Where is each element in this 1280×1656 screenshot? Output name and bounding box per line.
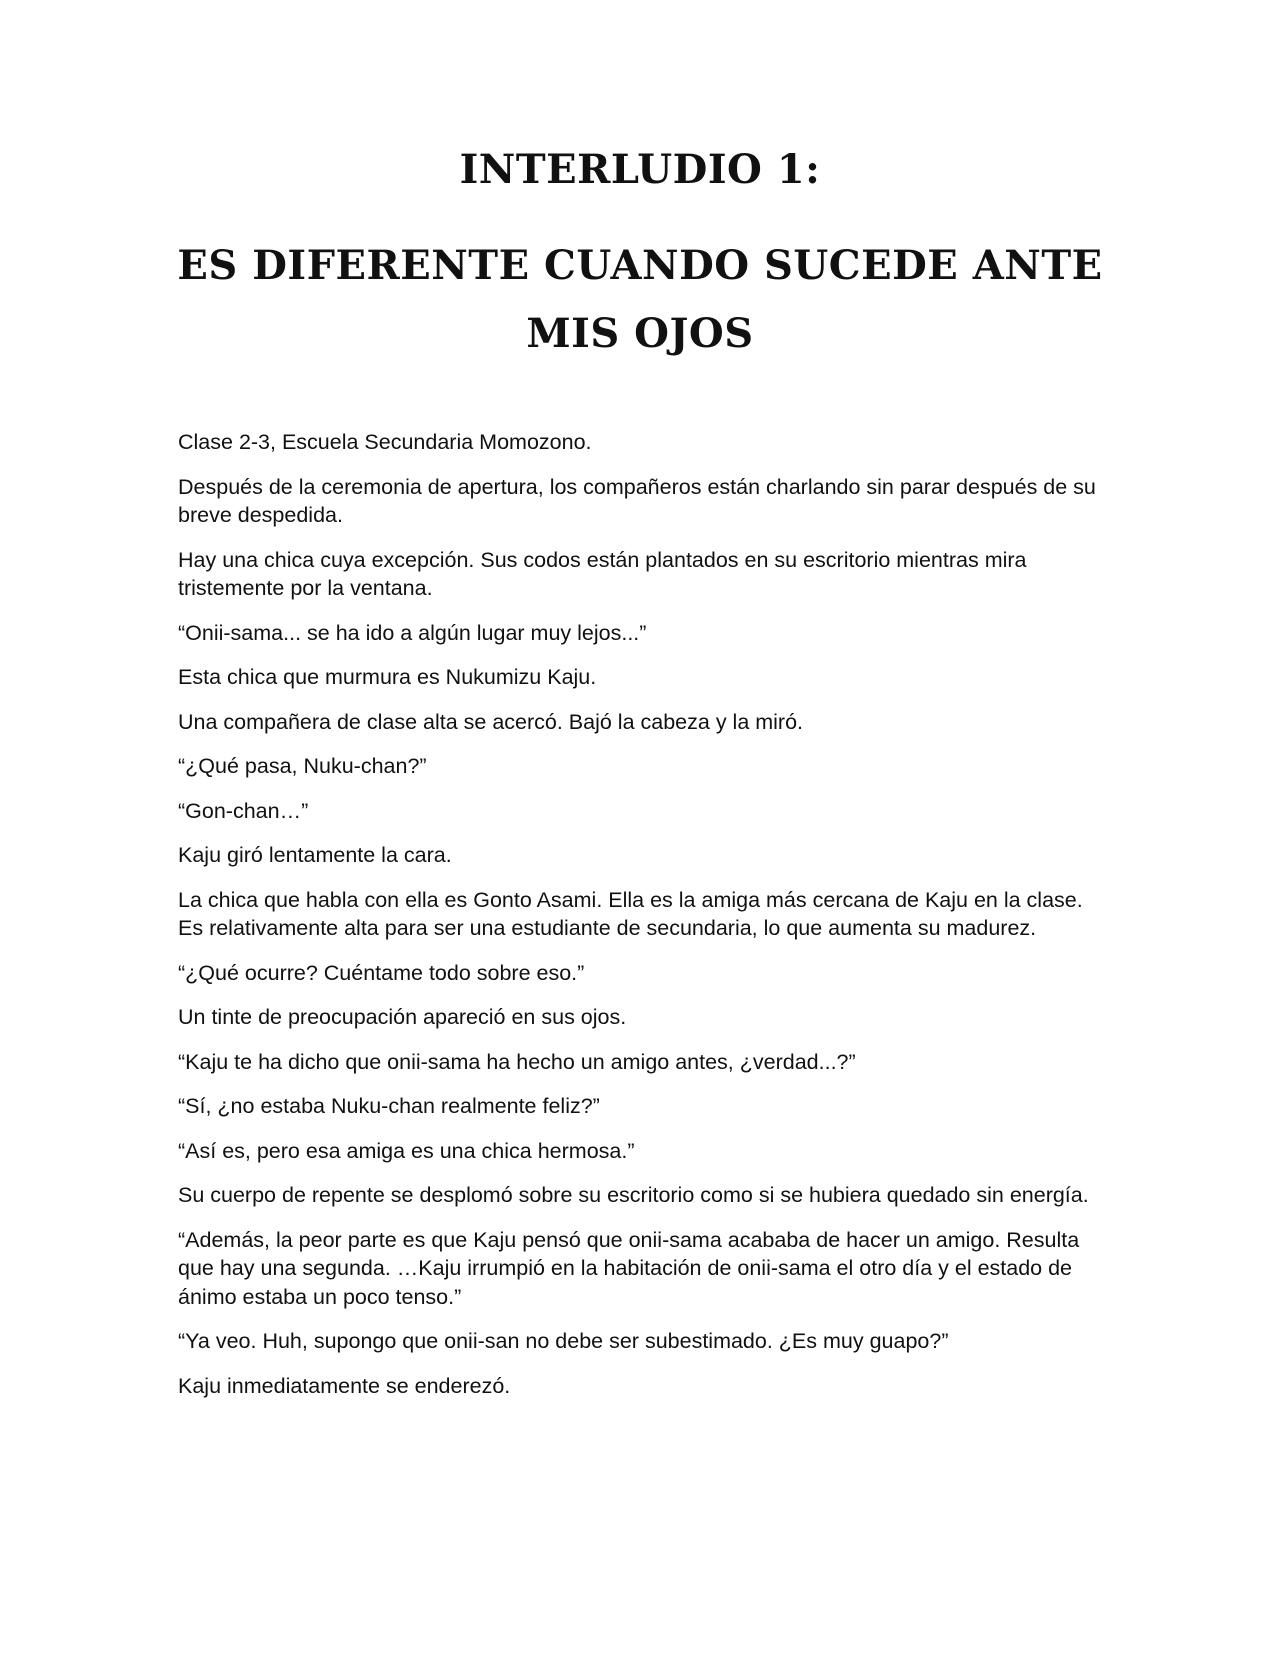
paragraph: “Además, la peor parte es que Kaju pensó que onii-sama acababa de hacer un amigo. Resulta que hay una segunda. …Kaju irrumpió en la habitación de onii-sama el otro día y el estado de ánimo estaba un poco tenso.”: [178, 1227, 1080, 1309]
paragraph: “¿Qué pasa, Nuku-chan?”: [178, 754, 427, 778]
chapter-title: [0, 146, 1280, 368]
paragraph: Una compañera de clase alta se acercó. Bajó la cabeza y la miró.: [178, 709, 804, 734]
chapter-number: INTERLUDIO 1:: [459, 146, 821, 193]
paragraph: “Kaju te ha dicho que onii-sama ha hecho un amigo antes, ¿verdad...?”: [178, 1049, 856, 1074]
paragraph: “Onii-sama... se ha ido a algún lugar muy lejos...”: [178, 620, 647, 645]
paragraph: “Gon-chan…”: [178, 798, 309, 823]
paragraph: Esta chica que murmura es Nukumizu Kaju.: [178, 665, 597, 689]
paragraph: Clase 2-3, Escuela Secundaria Momozono.: [178, 430, 592, 454]
paragraph: “Sí, ¿no estaba Nuku-chan realmente feliz?”: [178, 1094, 600, 1118]
paragraph: La chica que habla con ella es Gonto Asami. Ella es la amiga más cercana de Kaju en la clase. Es relativamente alta para ser una estudiante de secundaria, lo que aumenta su madurez.: [178, 887, 1083, 940]
paragraph: Kaju giró lentamente la cara.: [178, 843, 452, 867]
paragraph: Un tinte de preocupación apareció en sus ojos.: [178, 1005, 627, 1029]
paragraph: “Así es, pero esa amiga es una chica hermosa.”: [178, 1138, 635, 1163]
chapter-body: [178, 428, 1108, 1416]
paragraph: Hay una chica cuya excepción. Sus codos están plantados en su escritorio mientras mira tristemente por la ventana.: [178, 547, 1027, 600]
paragraph: Su cuerpo de repente se desplomó sobre su escritorio como si se hubiera quedado sin energía.: [178, 1183, 1089, 1207]
chapter-subtitle: ES DIFERENTE CUANDO SUCEDE ANTE MIS OJOS: [177, 242, 1103, 357]
paragraph: Kaju inmediatamente se enderezó.: [178, 1373, 511, 1398]
paragraph: “¿Qué ocurre? Cuéntame todo sobre eso.”: [178, 960, 585, 985]
paragraph: Después de la ceremonia de apertura, los compañeros están charlando sin parar después de su breve despedida.: [178, 474, 1096, 527]
paragraph: “Ya veo. Huh, supongo que onii-san no debe ser subestimado. ¿Es muy guapo?”: [178, 1329, 949, 1353]
